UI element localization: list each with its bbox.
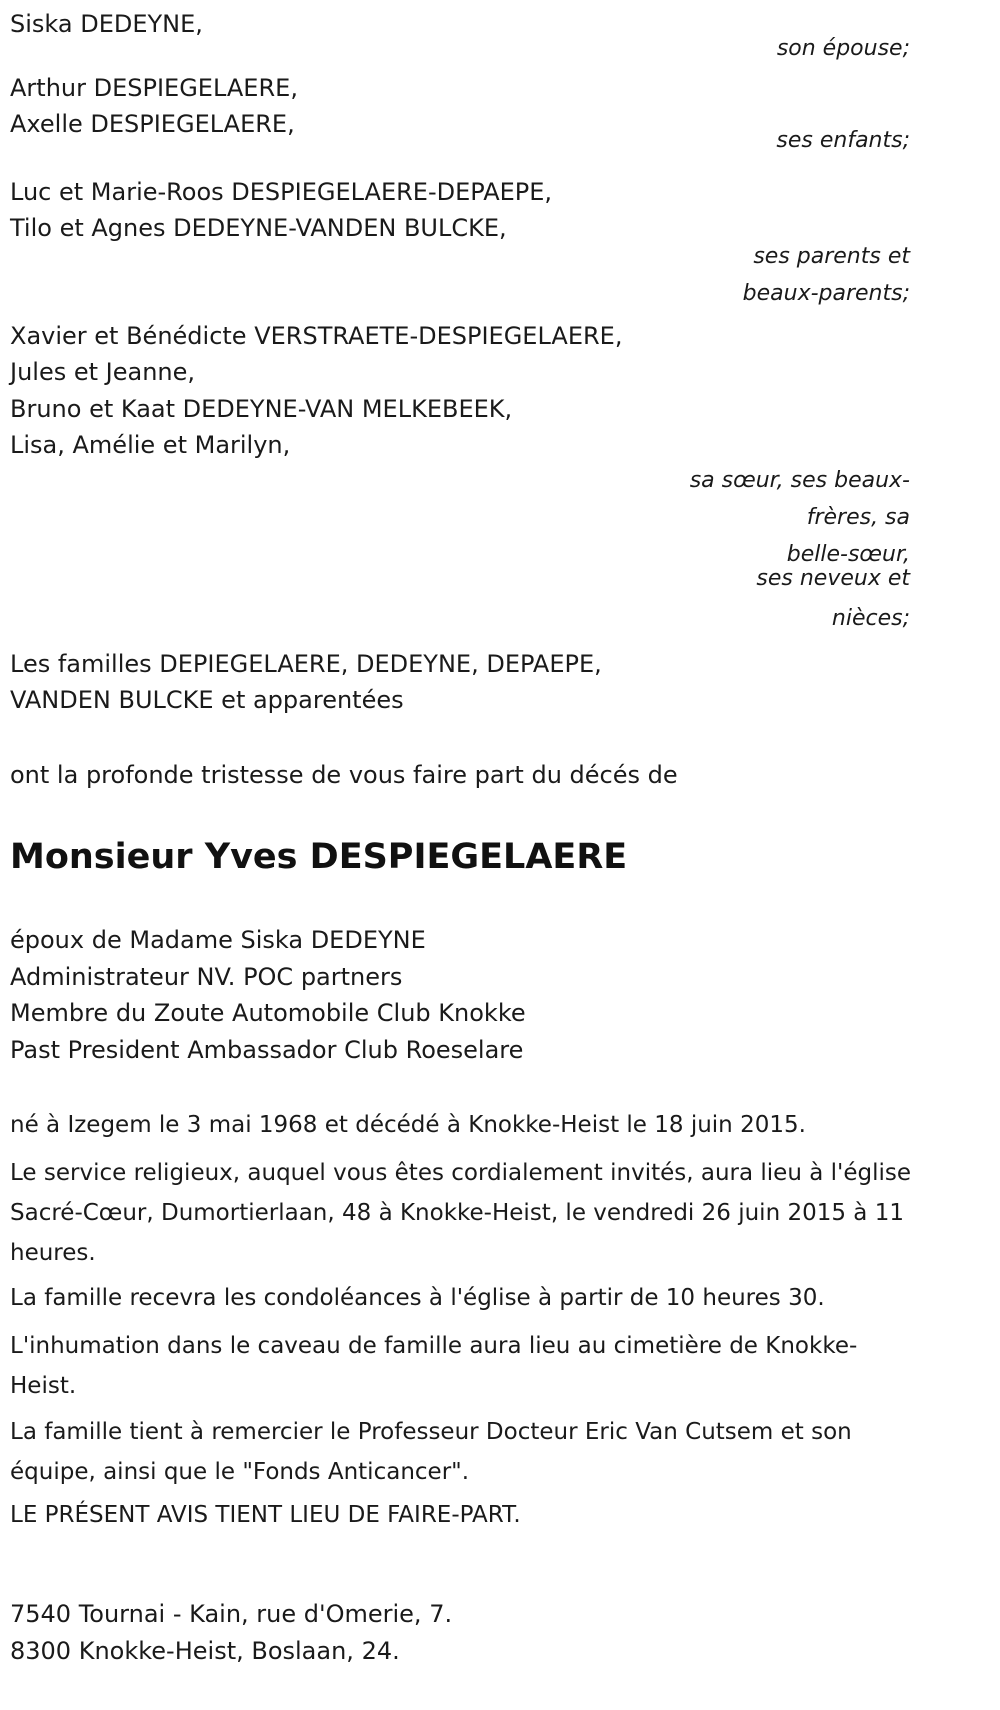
relation-label: sa sœur, ses beaux- frères, sa <box>689 468 910 530</box>
relation-label: nièces; <box>831 606 910 631</box>
family-name-line: Tilo et Agnes DEDEYNE-VANDEN BULCKE, <box>10 214 507 242</box>
relation-label: ses parents et beaux-parents; <box>742 244 910 306</box>
intro-text: ont la profonde tristesse de vous faire part du décés de <box>10 761 678 789</box>
family-name-line: Bruno et Kaat DEDEYNE-VAN MELKEBEEK, <box>10 395 513 423</box>
deceased-name: Monsieur Yves DESPIEGELAERE <box>10 837 628 877</box>
title-line: Administrateur NV. POC partners <box>10 963 403 991</box>
family-name-line: Xavier et Bénédicte VERSTRAETE-DESPIEGELAERE, <box>10 322 623 350</box>
address-line: 7540 Tournai - Kain, rue d'Omerie, 7. <box>10 1600 453 1628</box>
notice-paragraph: LE PRÉSENT AVIS TIENT LIEU DE FAIRE-PART. <box>10 1502 521 1528</box>
relation-label: son épouse; <box>776 36 910 61</box>
title-line: époux de Madame Siska DEDEYNE <box>10 926 426 954</box>
family-name-line: Lisa, Amélie et Marilyn, <box>10 431 291 459</box>
family-name-line: Axelle DESPIEGELAERE, <box>10 110 295 138</box>
family-name-line: Siska DEDEYNE, <box>10 10 203 38</box>
birth-death-paragraph: né à Izegem le 3 mai 1968 et décédé à Knokke-Heist le 18 juin 2015. <box>10 1112 806 1138</box>
family-name-line: Arthur DESPIEGELAERE, <box>10 74 298 102</box>
relation-label: belle-sœur, ses neveux et <box>756 542 910 591</box>
families-line: VANDEN BULCKE et apparentées <box>10 686 404 714</box>
family-name-line: Jules et Jeanne, <box>10 358 196 386</box>
condolences-paragraph: La famille recevra les condoléances à l'église à partir de 10 heures 30. <box>10 1285 825 1311</box>
title-line: Membre du Zoute Automobile Club Knokke <box>10 999 526 1027</box>
relation-label: ses enfants; <box>776 128 910 153</box>
thanks-paragraph: La famille tient à remercier le Professeur Docteur Eric Van Cutsem et son équipe, ainsi que le "Fonds Anticancer". <box>10 1419 852 1485</box>
address-line: 8300 Knokke-Heist, Boslaan, 24. <box>10 1637 400 1665</box>
title-line: Past President Ambassador Club Roeselare <box>10 1036 524 1064</box>
family-name-line: Luc et Marie-Roos DESPIEGELAERE-DEPAEPE, <box>10 178 553 206</box>
burial-paragraph: L'inhumation dans le caveau de famille aura lieu au cimetière de Knokke-Heist. <box>10 1333 858 1399</box>
families-line: Les familles DEPIEGELAERE, DEDEYNE, DEPAEPE, <box>10 650 602 678</box>
service-paragraph: Le service religieux, auquel vous êtes cordialement invités, aura lieu à l'église Sacré-Cœur, Dumortierlaan, 48 à Knokke-Heist, le vendredi 26 juin 2015 à 11 heures. <box>10 1160 911 1266</box>
